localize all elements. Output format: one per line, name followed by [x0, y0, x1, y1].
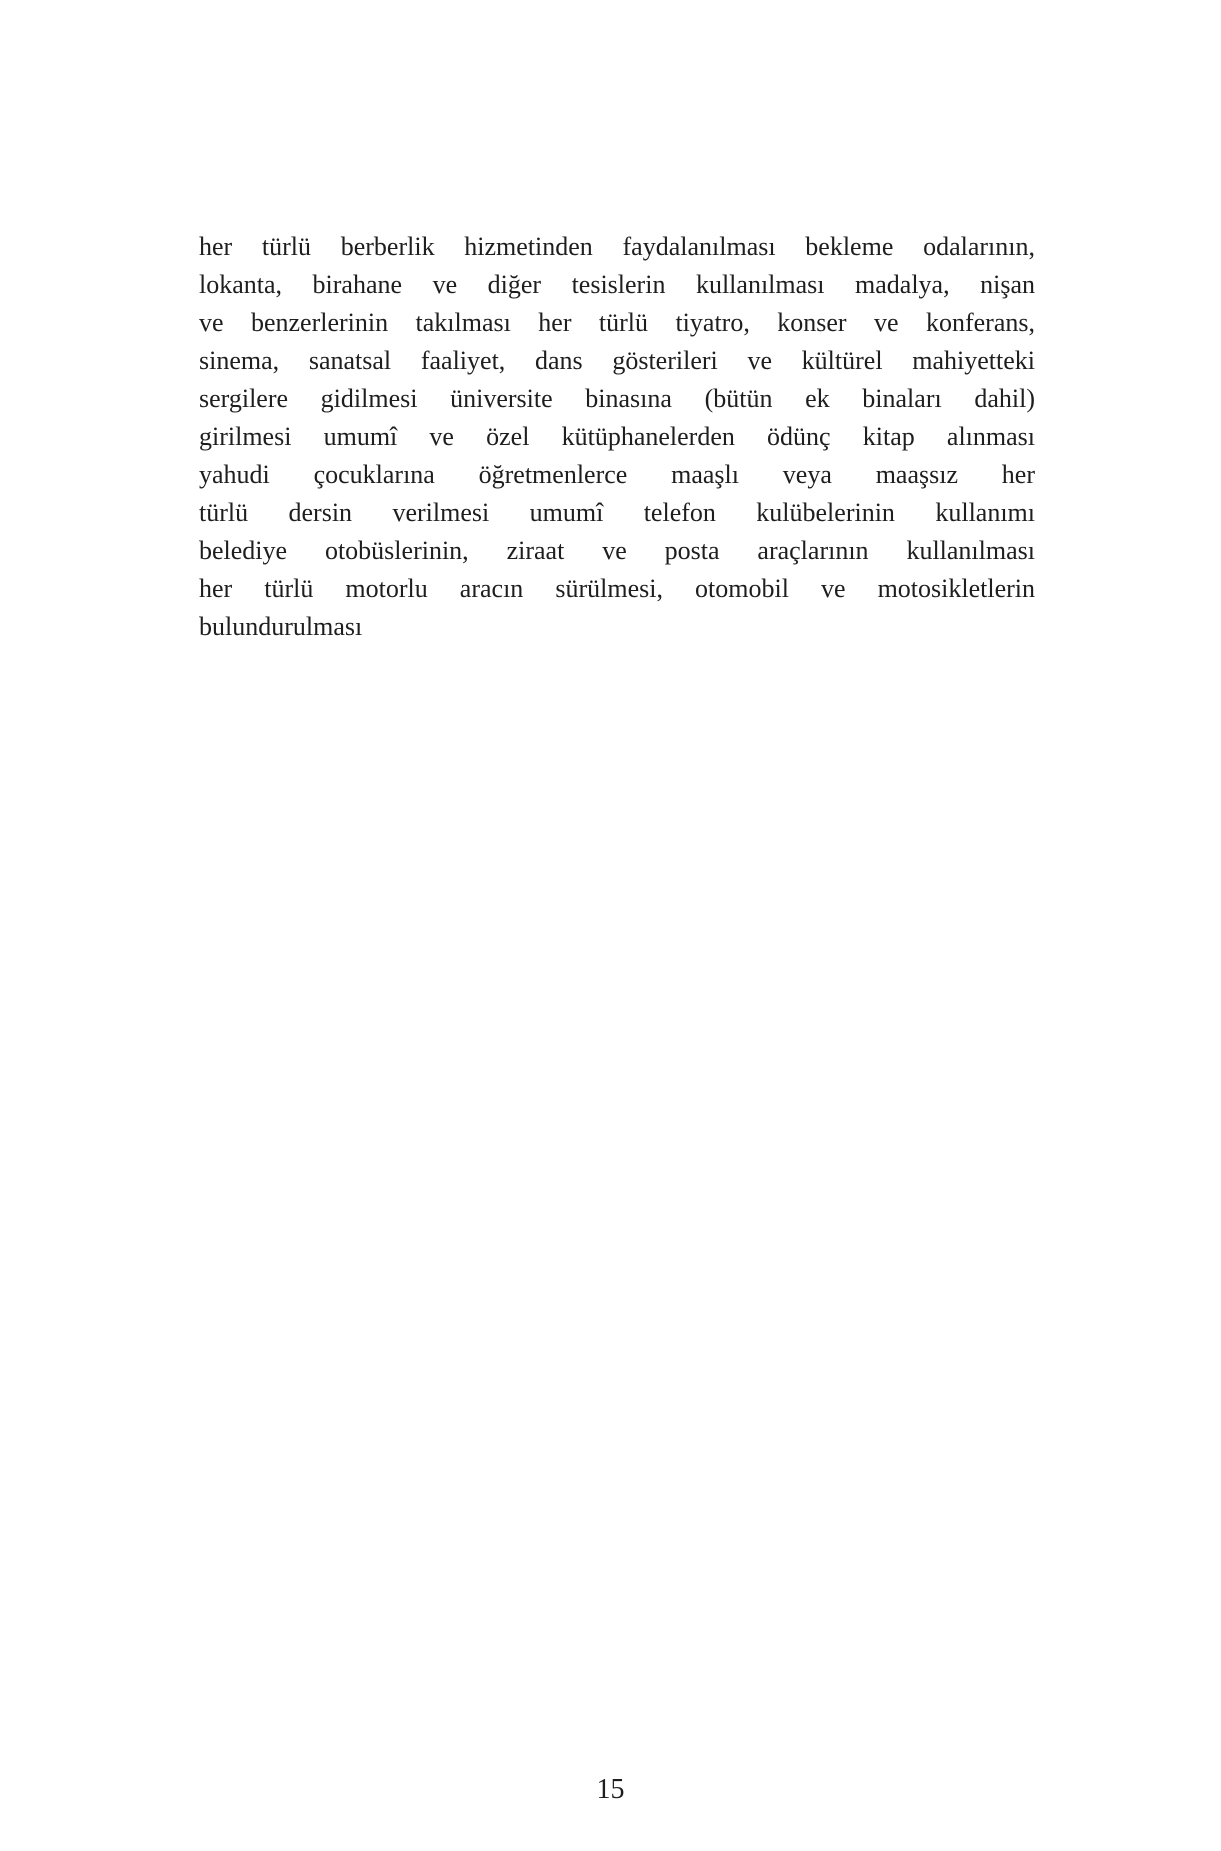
body-text — [199, 228, 1035, 646]
text-line: her türlü berberlik hizmetinden faydalanılması bekleme odalarının, — [199, 232, 1035, 261]
text-line: ve benzerlerinin takılması her türlü tiyatro, konser ve konferans, — [199, 308, 1035, 337]
text-line: her türlü motorlu aracın sürülmesi, otomobil ve motosikletlerin — [199, 574, 1035, 603]
text-line: belediye otobüslerinin, ziraat ve posta araçlarının kullanılması — [199, 536, 1035, 565]
text-line: sergilere gidilmesi üniversite binasına (bütün ek binaları dahil) — [199, 384, 1035, 413]
text-line: bulundurulması — [199, 612, 363, 641]
text-line: yahudi çocuklarına öğretmenlerce maaşlı veya maaşsız her — [199, 460, 1035, 489]
page-number: 15 — [596, 1774, 625, 1805]
text-line: türlü dersin verilmesi umumî telefon kulübelerinin kullanımı — [199, 498, 1035, 527]
text-line: girilmesi umumî ve özel kütüphanelerden ödünç kitap alınması — [199, 422, 1035, 451]
text-line: lokanta, birahane ve diğer tesislerin kullanılması madalya, nişan — [199, 270, 1035, 299]
text-line: sinema, sanatsal faaliyet, dans gösterileri ve kültürel mahiyetteki — [199, 346, 1035, 375]
